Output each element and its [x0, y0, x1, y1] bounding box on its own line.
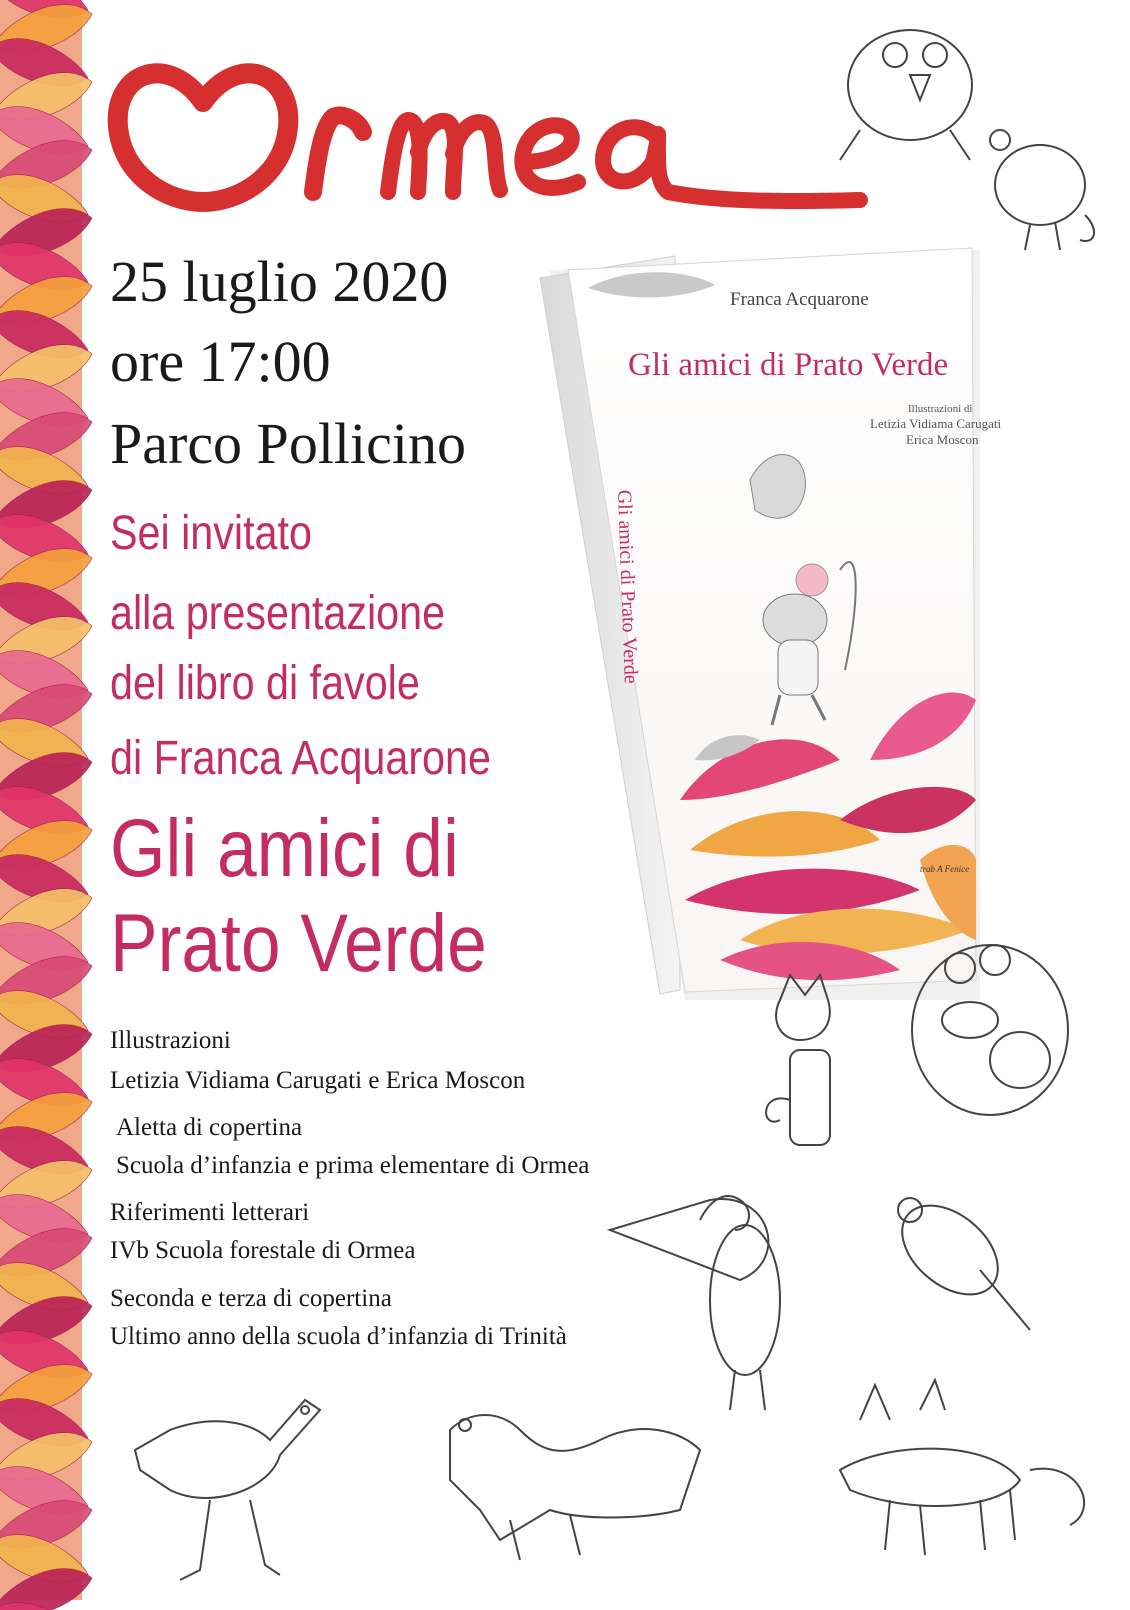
book-title-line-2: Prato Verde — [110, 898, 487, 989]
ormea-logo — [108, 42, 868, 217]
bird-doodle — [820, 10, 1120, 250]
cat-and-owl-doodle — [750, 940, 1090, 1170]
invitation-line-4: di Franca Acquarone — [110, 732, 491, 785]
leaf-pattern — [0, 0, 82, 1600]
cover-title: Gli amici di Prato Verde — [628, 347, 949, 383]
credit-names: Letizia Vidiama Carugati e Erica Moscon — [110, 1067, 526, 1094]
credit-role: Riferimenti letterari — [110, 1199, 310, 1226]
book-title-line-1: Gli amici di — [110, 803, 459, 894]
credit-names: Scuola d’infanzia e prima elementare di Ormea — [116, 1152, 590, 1179]
credit-names: Ultimo anno della scuola d’infanzia di Trinità — [110, 1323, 567, 1350]
leaf-border-strip — [0, 0, 82, 1600]
event-place: Parco Pollicino — [110, 411, 467, 476]
event-time: ore 17:00 — [110, 329, 331, 394]
invitation-line-1: Sei invitato — [110, 507, 312, 560]
invitation-line-2: alla presentazione — [110, 587, 446, 640]
credit-names: IVb Scuola forestale di Ormea — [110, 1237, 416, 1264]
credit-role: Seconda e terza di copertina — [110, 1285, 392, 1312]
credit-role: Aletta di copertina — [116, 1114, 303, 1141]
cover-illustrator-2: Erica Moscon — [906, 432, 979, 447]
cover-illustrator-1: Letizia Vidiama Carugati — [870, 416, 1002, 431]
cover-author: Franca Acquarone — [730, 289, 869, 310]
event-date: 25 luglio 2020 — [110, 249, 449, 314]
cover-illustrations-label: Illustrazioni di — [908, 403, 973, 415]
invitation-line-3: del libro di favole — [110, 657, 420, 710]
bird-and-dinosaur-doodle — [120, 1370, 710, 1600]
book-cover-image — [540, 240, 1002, 1000]
cover-publisher: trab A Fenice — [920, 864, 970, 874]
logo-text: Ormea — [108, 42, 111, 43]
credit-role: Illustrazioni — [110, 1027, 231, 1054]
cover-spine-title: Gli amici di Prato Verde — [613, 489, 642, 685]
